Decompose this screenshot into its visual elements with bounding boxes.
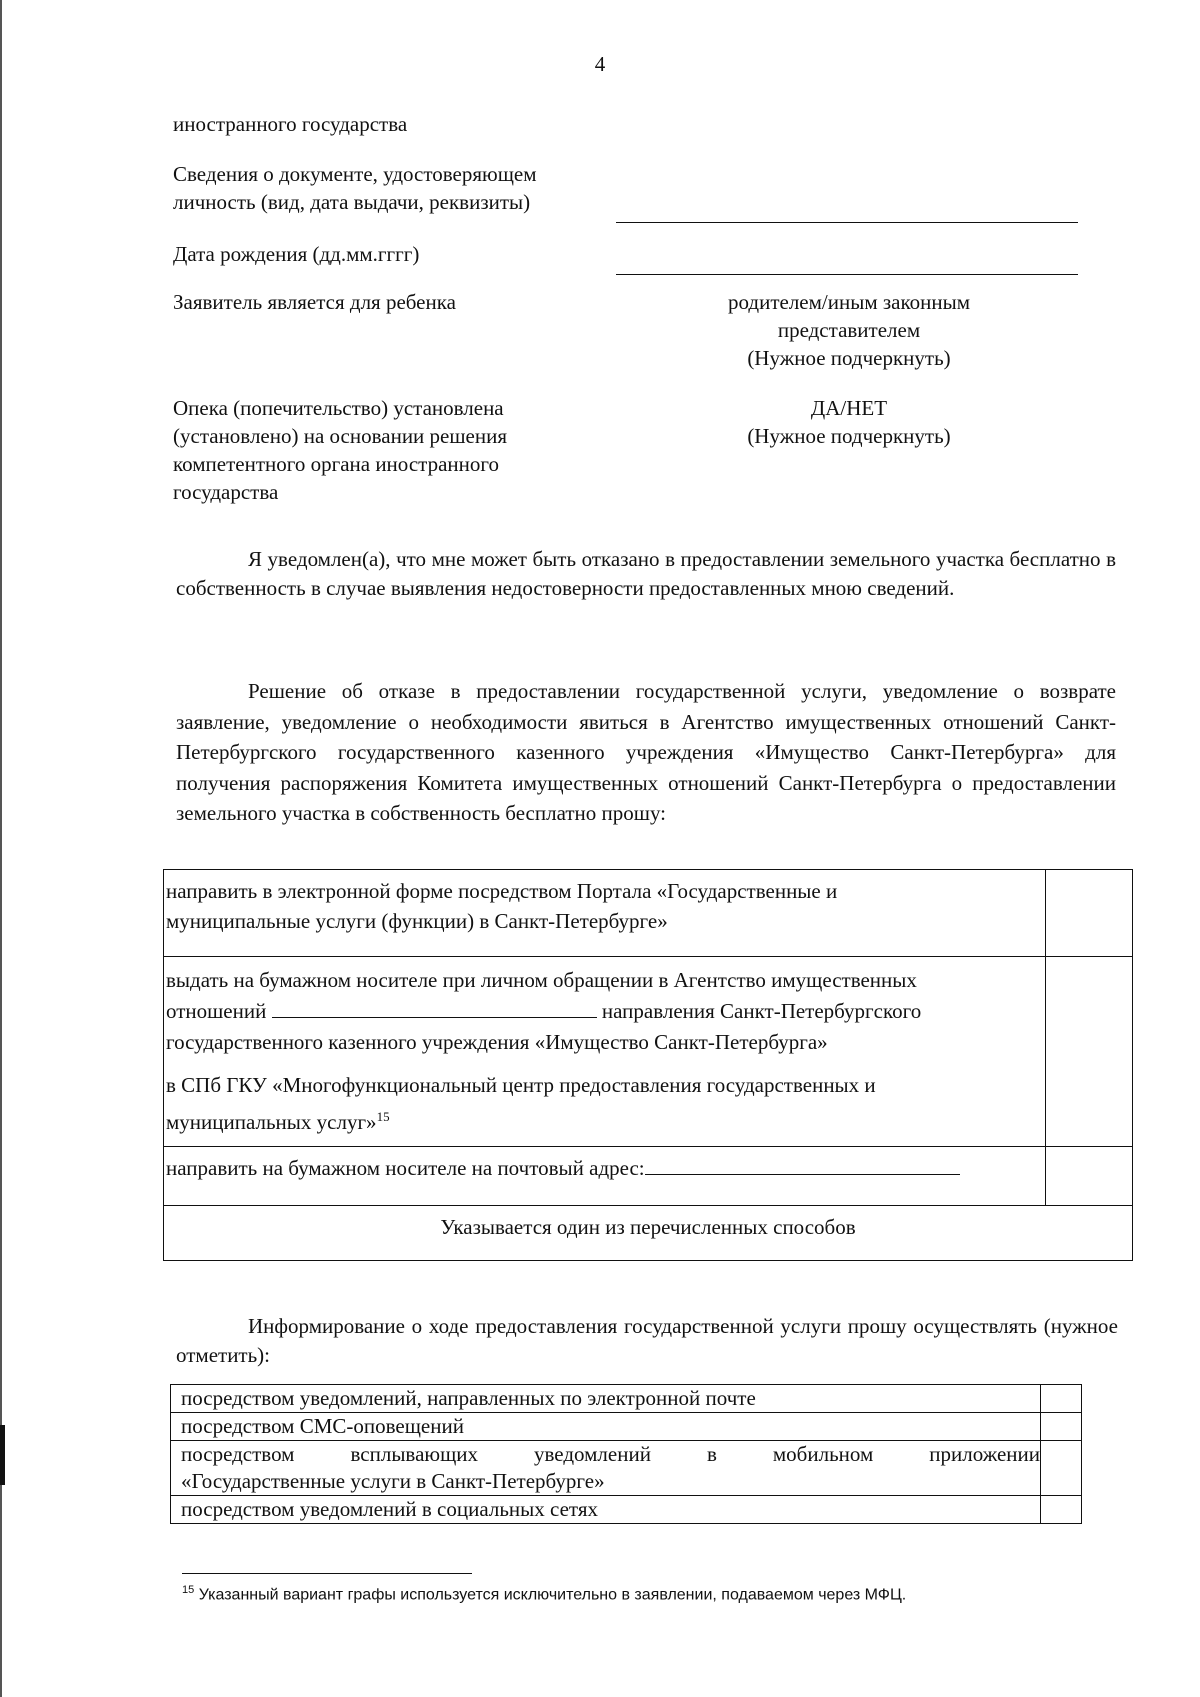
delivery-option-portal-line1: направить в электронной форме посредством Портала «Государственные и (166, 879, 838, 903)
table-row (164, 1206, 1133, 1261)
id-document-label-line1: Сведения о документе, удостоверяющем (173, 162, 537, 186)
footnote (182, 1584, 906, 1604)
delivery-option-mfc-line2 (166, 1101, 1041, 1138)
delivery-option-paper-line2 (166, 996, 1041, 1027)
inform-method-table (170, 1384, 1082, 1524)
inform-option-sms-checkbox[interactable] (1041, 1413, 1082, 1441)
delivery-option-portal-checkbox[interactable] (1046, 870, 1133, 957)
decision-paragraph: Решение об отказе в предоставлении государственной услуги, уведомление о возврате заявление, уведомление о необходимости явиться в Агентство имущественных отношений Санкт-Петербургского государственного казенного учреждения «Имущество Санкт-Петербурга» для получения распоряжения Комитета имущественных отношений Санкт-Петербурга о предоставлении земельного участка в собственность бесплатно прошу: (176, 679, 1116, 825)
table-row (171, 1496, 1082, 1524)
page-number: 4 (594, 52, 606, 76)
birth-date-field[interactable] (616, 274, 1078, 275)
footnote-ref: 15 (376, 1109, 390, 1124)
delivery-option-paper-line2-end: направления Санкт-Петербургского (601, 999, 922, 1023)
delivery-option-paper-in-person (164, 957, 1046, 1147)
table-row (164, 957, 1133, 1147)
delivery-option-mfc-line2-text: муниципальных услуг» (166, 1110, 377, 1134)
applicant-role-line1[interactable]: родителем/иным законным (728, 290, 970, 314)
delivery-option-portal (164, 870, 1046, 957)
table-row (164, 1147, 1133, 1206)
table-row (164, 870, 1133, 957)
foreign-state-label: иностранного государства (173, 112, 408, 136)
inform-option-app-line2: «Государственные услуги в Санкт-Петербурге» (181, 1469, 605, 1493)
notice-paragraph: Я уведомлен(а), что мне может быть отказано в предоставлении земельного участка бесплатно в собственность в случае выявления недостоверности предоставленных мною сведений. (176, 547, 1116, 600)
birth-date-label: Дата рождения (дд.мм.гггг) (173, 242, 420, 266)
table-row (171, 1385, 1082, 1413)
delivery-option-mail (164, 1147, 1046, 1206)
inform-option-app-line1: посредством всплывающих уведомлений в мобильном приложении (181, 1442, 1040, 1466)
applicant-role-note: (Нужное подчеркнуть) (747, 346, 951, 370)
delivery-method-note: Указывается один из перечисленных способов (164, 1206, 1133, 1261)
inform-option-app (171, 1441, 1041, 1496)
inform-option-sms: посредством СМС-оповещений (171, 1413, 1041, 1441)
delivery-method-table (163, 869, 1133, 1261)
table-row (171, 1413, 1082, 1441)
inform-option-email-checkbox[interactable] (1041, 1385, 1082, 1413)
applicant-role-line2[interactable]: представителем (777, 318, 921, 342)
table-row (171, 1441, 1082, 1496)
guardianship-line3: компетентного органа иностранного (173, 452, 499, 476)
footnote-number: 15 (182, 1584, 195, 1596)
applicant-is-label: Заявитель является для ребенка (173, 290, 456, 314)
applicant-role-block (690, 288, 1008, 372)
footnote-separator (182, 1573, 472, 1574)
guardianship-label (173, 394, 507, 506)
delivery-option-mfc-line1: в СПб ГКУ «Многофункциональный центр предоставления государственных и (166, 1073, 876, 1097)
guardianship-line1: Опека (попечительство) установлена (173, 396, 504, 420)
delivery-option-mail-checkbox[interactable] (1046, 1147, 1133, 1206)
postal-address-field[interactable] (645, 1174, 960, 1175)
guardianship-line2: (установлено) на основании решения (173, 424, 507, 448)
inform-option-social-checkbox[interactable] (1041, 1496, 1082, 1524)
delivery-option-mail-text: направить на бумажном носителе на почтовый адрес: (166, 1156, 645, 1180)
scan-edge-mark (0, 1425, 5, 1485)
id-document-label (173, 160, 537, 216)
id-document-label-line2: личность (вид, дата выдачи, реквизиты) (173, 190, 531, 214)
delivery-option-paper-line1: выдать на бумажном носителе при личном обращении в Агентство имущественных (166, 968, 917, 992)
agency-department-field[interactable] (272, 1017, 597, 1018)
delivery-option-portal-line2: муниципальные услуги (функции) в Санкт-Петербурге» (166, 909, 668, 933)
guardianship-value-block (690, 394, 1008, 450)
inform-paragraph: Информирование о ходе предоставления государственной услуги прошу осуществлять (нужное отметить): (176, 1314, 1118, 1367)
delivery-option-paper-line2-start: отношений (166, 999, 267, 1023)
guardianship-value[interactable]: ДА/НЕТ (810, 396, 888, 420)
delivery-option-paper-checkbox[interactable] (1046, 957, 1133, 1147)
footnote-text: Указанный вариант графы используется исключительно в заявлении, подаваемом через МФЦ. (194, 1586, 907, 1604)
delivery-option-paper-line3: государственного казенного учреждения «Имущество Санкт-Петербурга» (166, 1030, 828, 1054)
guardianship-note: (Нужное подчеркнуть) (747, 424, 951, 448)
inform-option-email: посредством уведомлений, направленных по электронной почте (171, 1385, 1041, 1413)
inform-option-social: посредством уведомлений в социальных сетях (171, 1496, 1041, 1524)
id-document-field[interactable] (616, 222, 1078, 223)
guardianship-line4: государства (173, 480, 279, 504)
inform-option-app-checkbox[interactable] (1041, 1441, 1082, 1496)
